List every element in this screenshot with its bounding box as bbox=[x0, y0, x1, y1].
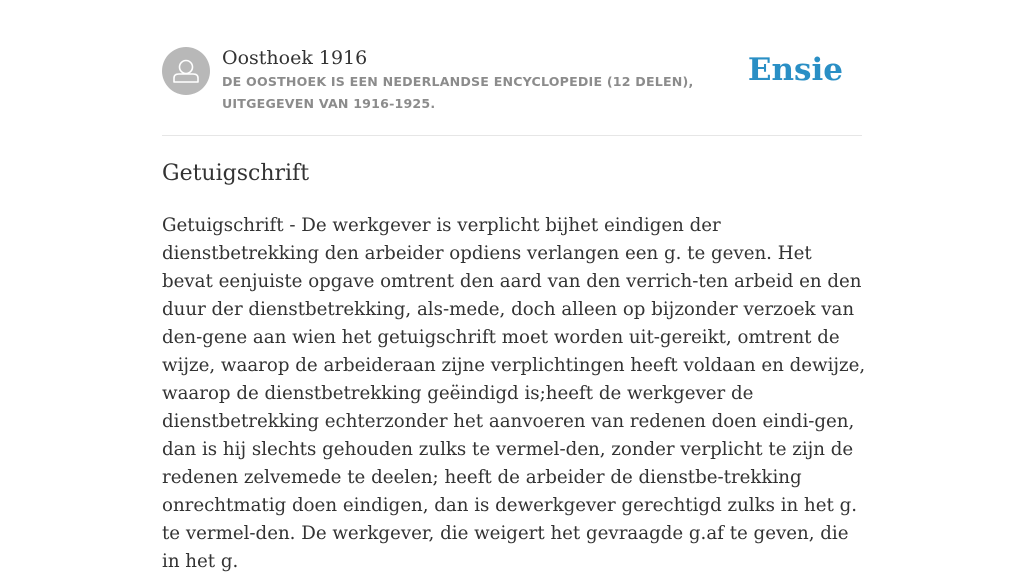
author-description: DE OOSTHOEK IS EEN NEDERLANDSE ENCYCLOPEDIE (12 DELEN), UITGEGEVEN VAN 1916-1925. bbox=[222, 74, 694, 111]
author-avatar[interactable] bbox=[162, 47, 210, 95]
article-title: Getuigschrift bbox=[162, 161, 310, 186]
ensie-logo[interactable]: Ensie bbox=[747, 52, 843, 88]
article-body: Getuigschrift - De werkgever is verplicht bijhet eindigen der dienstbetrekking den arbeider opdiens verlangen een g. te geven. Het bevat eenjuiste opgave omtrent den aard van den verrich-ten arbeid en den duur der dienstbetrekking, als-mede, doch alleen op bijzonder verzoek van den-gene aan wien het getuigschrift moet worden uit-gereikt, omtrent de wijze, waarop de arbeideraan zijne verplichtingen heeft voldaan en dewijze, waarop de dienstbetrekking geëindigd is;heeft de werkgever de dienstbetrekking echterzonder het aanvoeren van redenen doen eindi-gen, dan is hij slechts gehouden zulks te vermel-den, zonder verplicht te zijn de redenen zelvemede te deelen; heeft de arbeider de dienstbe-trekking onrechtmatig doen eindigen, dan is dewerkgever gerechtigd zulks in het g. te vermel-den. De werkgever, die weigert het gevraagde g.af te geven, die in het g. bbox=[162, 215, 866, 572]
author-header bbox=[162, 46, 862, 116]
author-name[interactable]: Oosthoek 1916 bbox=[222, 47, 368, 69]
user-icon bbox=[162, 47, 210, 95]
header-divider bbox=[162, 135, 862, 136]
